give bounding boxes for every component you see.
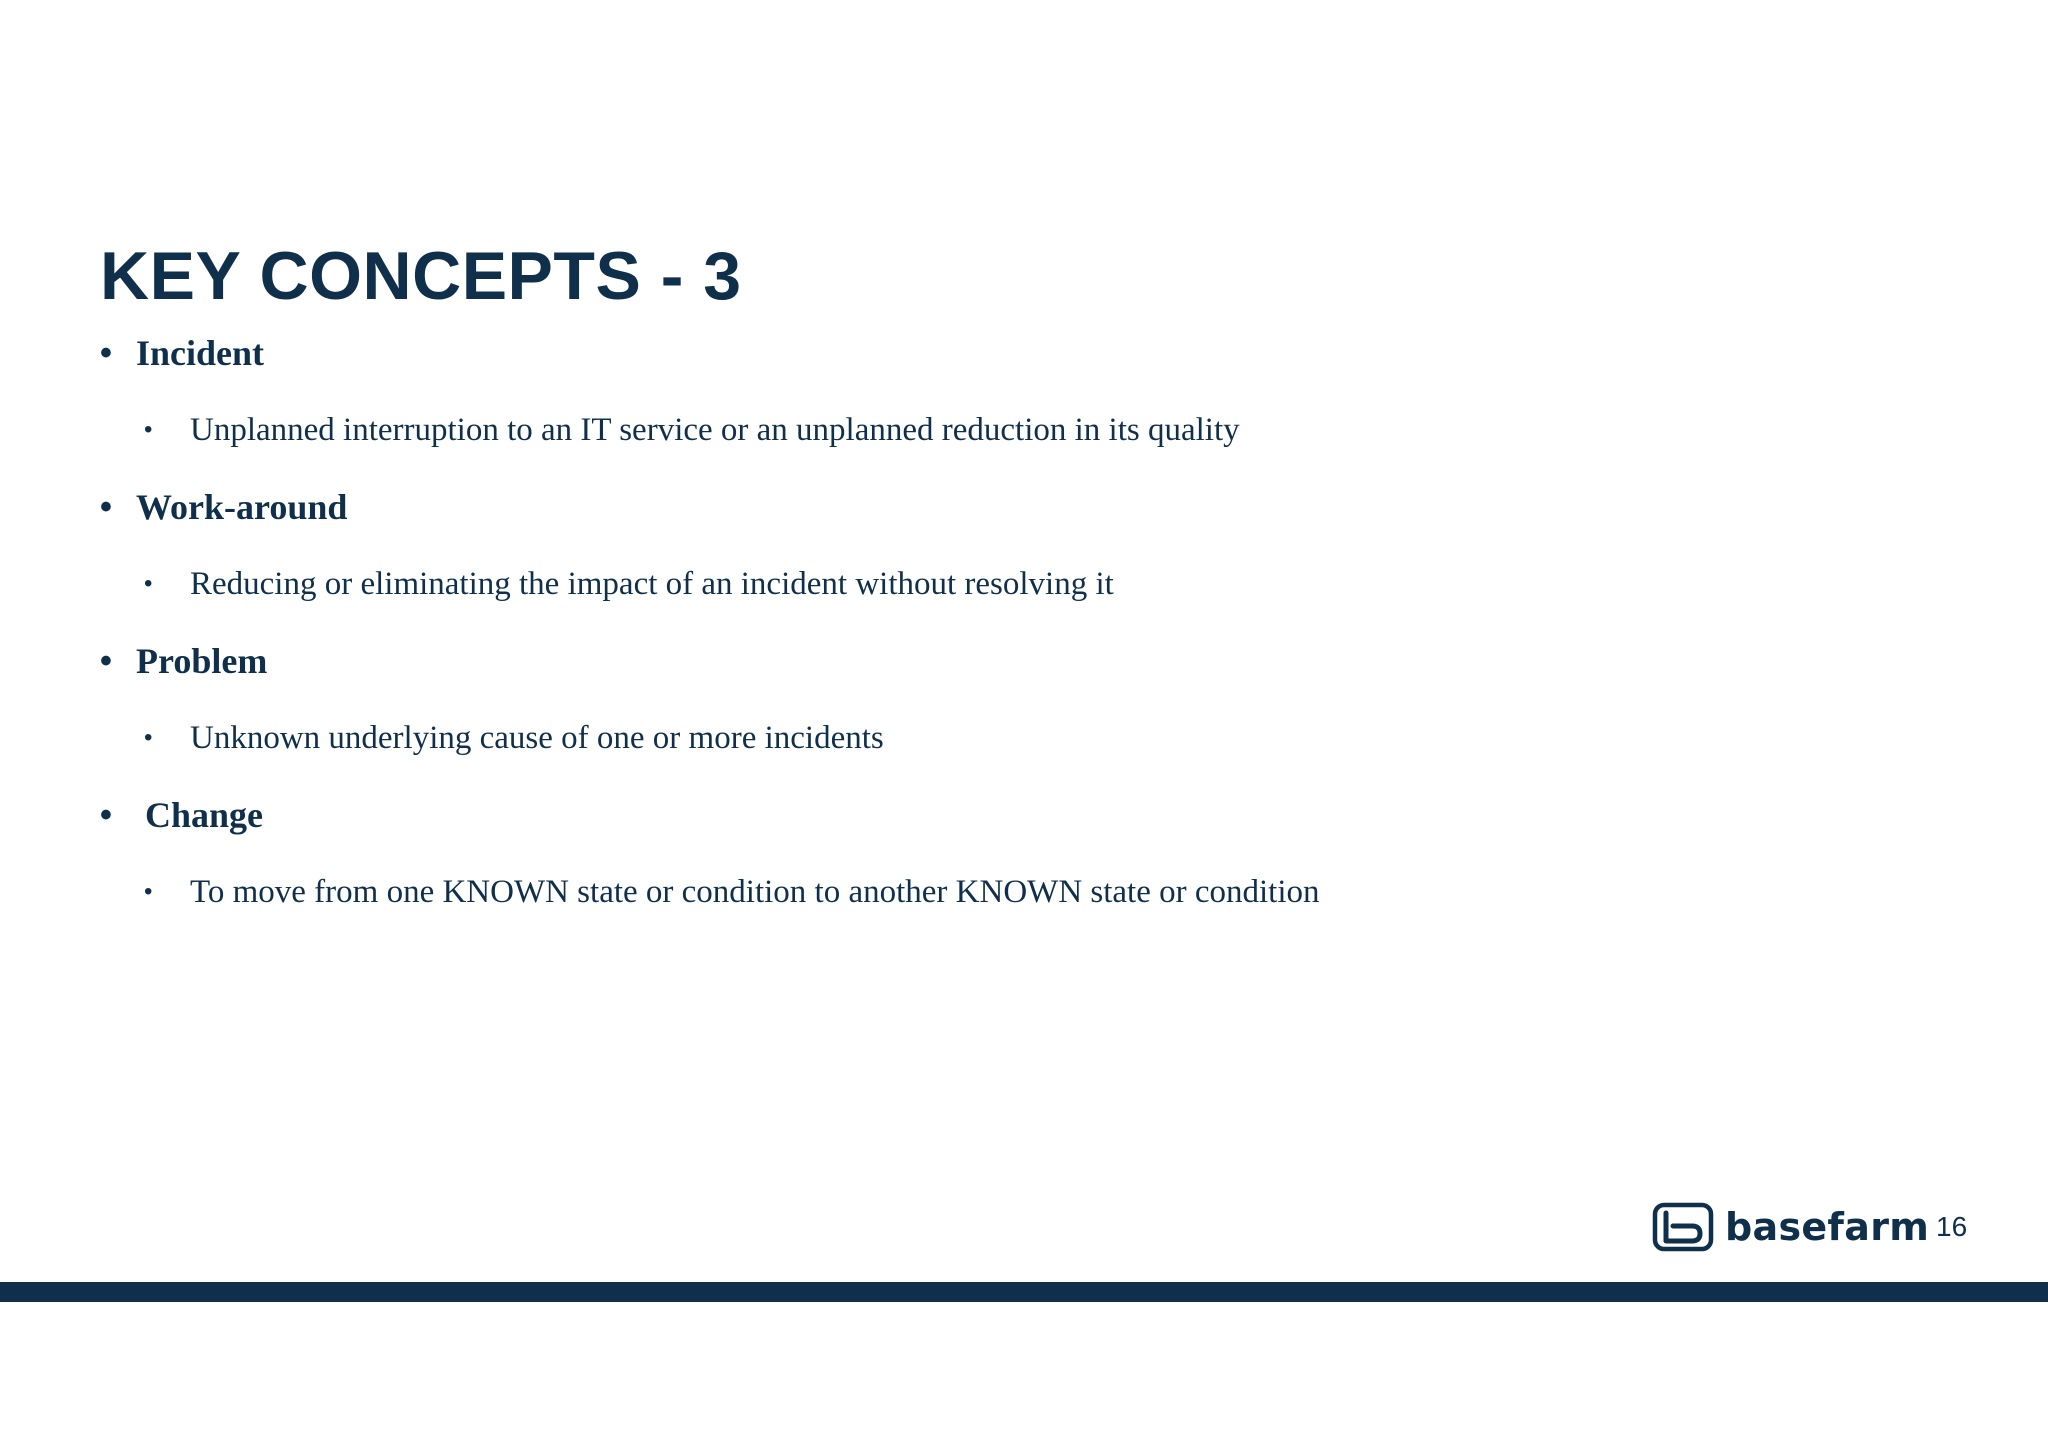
term-label: Work-around: [136, 487, 348, 527]
term-label: Incident: [136, 333, 265, 373]
term-label: Change: [145, 795, 264, 835]
bullet-icon: •: [100, 488, 112, 526]
definition-text: Reducing or eliminating the impact of an incident without resolving it: [190, 566, 1114, 602]
bullet-icon: •: [144, 878, 153, 905]
footer-bar: [0, 1282, 2048, 1302]
term-label: Problem: [136, 641, 268, 681]
bullet-icon: •: [144, 570, 153, 597]
basefarm-logo: [1652, 1201, 1929, 1253]
slide-title: KEY CONCEPTS - 3: [100, 238, 742, 314]
definition-text: To move from one KNOWN state or condition to another KNOWN state or condition: [190, 874, 1320, 910]
bullet-icon: •: [144, 724, 153, 751]
bullet-icon: •: [144, 416, 153, 443]
logo-text: basefarm: [1725, 1205, 1930, 1249]
definition-text: Unplanned interruption to an IT service or an unplanned reduction in its quality: [190, 412, 1240, 448]
bullet-icon: •: [100, 796, 112, 834]
basefarm-b-logo-icon: [1652, 1202, 1714, 1252]
page-number: 16: [1936, 1211, 1968, 1242]
bullet-icon: •: [100, 642, 112, 680]
definition-text: Unknown underlying cause of one or more incidents: [190, 720, 884, 756]
bullet-icon: •: [100, 334, 112, 372]
